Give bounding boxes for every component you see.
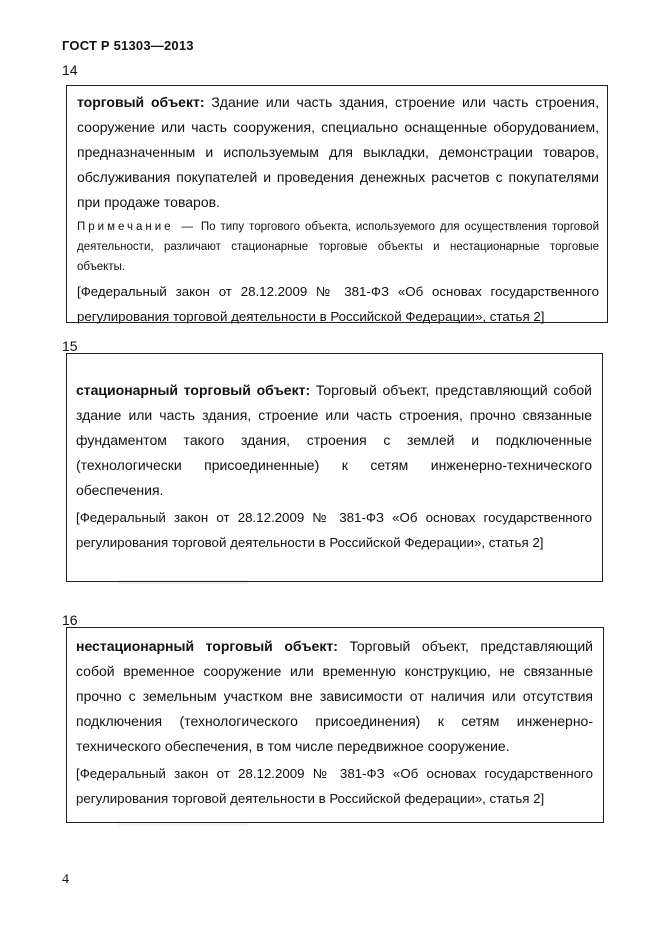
note-label: Примечание — [77, 221, 196, 233]
term-note [77, 217, 599, 277]
entry-number: 15 [62, 338, 78, 354]
document-header: ГОСТ Р 51303—2013 [62, 38, 194, 53]
term-definition [76, 378, 592, 503]
scan-artifact [118, 822, 248, 826]
definition-text: Торговый объект, представляющий собой здание или часть здания, строение или часть строения, прочно связанные фундаментом такого здания, строения с землей и подключенные (технологически присоединенные) к сетям инженерно-технического обеспечения. [76, 382, 592, 498]
scan-artifact [118, 580, 248, 584]
term-definition [76, 634, 593, 759]
definition-text: Торговый объект, представляющий собой временное сооружение или временную конструкцию, не связанные прочно с земельным участком вне зависимости от наличия или отсутствия подключения (технологического присоединения) к сетям инженерно-технического обеспечения, в том числе передвижное сооружение. [76, 638, 593, 754]
entry-number: 16 [62, 612, 78, 628]
entry-number: 14 [62, 62, 78, 78]
term-entry-box [66, 353, 603, 582]
page-number: 4 [62, 872, 69, 887]
source-reference: [Федеральный закон от 28.12.2009 № 381-ФЗ «Об основах государственного регулирования торговой деятельности в Российской Федерации», статья 2] [77, 284, 599, 324]
term-title: торговый объект: [77, 94, 205, 110]
term-entry-box [66, 85, 608, 323]
term-title: стационарный торговый объект: [76, 382, 311, 398]
definition-text: Здание или часть здания, строение или часть строения, сооружение или часть сооружения, специально оснащенные оборудованием, предназначенным и используемым для выкладки, демонстрации товаров, обслуживания покупателей и проведения денежных расчетов с покупателями при продаже товаров. [77, 94, 599, 210]
term-entry-box [66, 627, 604, 823]
term-definition [77, 90, 599, 215]
source-reference: [Федеральный закон от 28.12.2009 № 381-ФЗ «Об основах государственного регулирования торговой деятельности в Российской Федерации», статья 2] [76, 510, 592, 550]
term-title: нестационарный торговый объект: [76, 638, 338, 654]
source-reference: [Федеральный закон от 28.12.2009 № 381-ФЗ «Об основах государственного регулирования торговой деятельности в Российской федерации», статья 2] [76, 766, 593, 806]
note-text: По типу торгового объекта, используемого для осуществления торговой деятельности, различают стационарные торговые объекты и нестационарные торговые объекты. [77, 221, 600, 273]
